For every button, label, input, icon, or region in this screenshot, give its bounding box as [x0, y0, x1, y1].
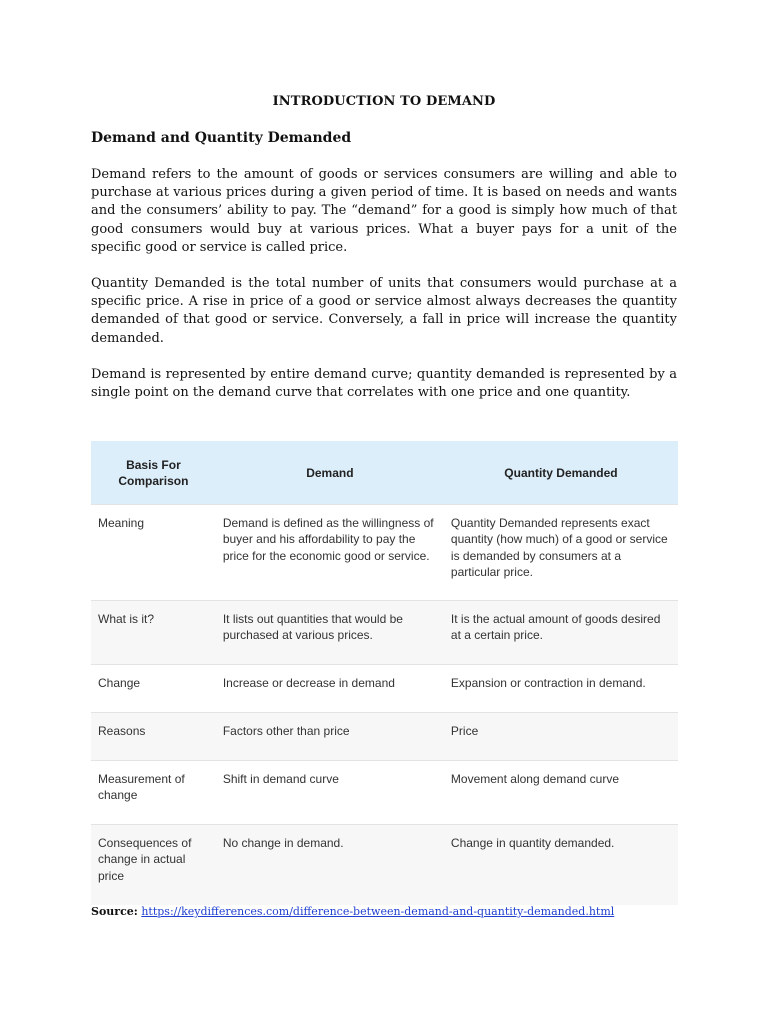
section-heading: Demand and Quantity Demanded: [91, 130, 352, 146]
paragraph-demand-definition: Demand refers to the amount of goods or services consumers are willing and able to purchase at various prices during a given period of time. It is based on needs and wants and the consumers’ ability to pay. The “demand” for a good is simply how much of that good consumers would buy at various prices. What a buyer pays for a unit of the specific good or service is called price.: [91, 167, 677, 255]
table-cell: Reasons: [91, 713, 216, 761]
table-cell: Change: [91, 665, 216, 713]
table-cell: Consequences of change in actual price: [91, 825, 216, 905]
table-cell: Price: [444, 713, 678, 761]
table-cell: No change in demand.: [216, 825, 444, 905]
table-header-row: [91, 441, 678, 505]
table-row: [91, 761, 678, 825]
paragraph-curve-representation: Demand is represented by entire demand curve; quantity demanded is represented by a single point on the demand curve that correlates with one price and one quantity.: [91, 367, 677, 401]
comparison-table: [91, 441, 678, 905]
header-demand: Demand: [216, 441, 444, 505]
table-cell: Measurement of change: [91, 761, 216, 825]
table-row: [91, 665, 678, 713]
table-row: [91, 505, 678, 601]
table-cell: Movement along demand curve: [444, 761, 678, 825]
source-link[interactable]: https://keydifferences.com/difference-between-demand-and-quantity-demanded.html: [141, 905, 615, 918]
table-cell: What is it?: [91, 601, 216, 665]
source-citation: [91, 905, 614, 918]
table-cell: Shift in demand curve: [216, 761, 444, 825]
table-row: [91, 601, 678, 665]
table-cell: Factors other than price: [216, 713, 444, 761]
table-row: [91, 825, 678, 905]
table-cell: Change in quantity demanded.: [444, 825, 678, 905]
table-cell: Meaning: [91, 505, 216, 601]
paragraph-quantity-demanded: Quantity Demanded is the total number of units that consumers would purchase at a specific price. A rise in price of a good or service almost always decreases the quantity demanded of that good or service. Conversely, a fall in price will increase the quantity demanded.: [91, 276, 677, 346]
table-cell: Expansion or contraction in demand.: [444, 665, 678, 713]
header-quantity-demanded: Quantity Demanded: [444, 441, 678, 505]
table-cell: It lists out quantities that would be purchased at various prices.: [216, 601, 444, 665]
header-basis: Basis For Comparison: [91, 441, 216, 505]
page-title: INTRODUCTION TO DEMAND: [272, 94, 496, 109]
table-cell: It is the actual amount of goods desired at a certain price.: [444, 601, 678, 665]
table-cell: Quantity Demanded represents exact quantity (how much) of a good or service is demanded by consumers at a particular price.: [444, 505, 678, 601]
table-cell: Increase or decrease in demand: [216, 665, 444, 713]
table-cell: Demand is defined as the willingness of buyer and his affordability to pay the price for the economic good or service.: [216, 505, 444, 601]
source-label: Source:: [91, 905, 138, 918]
table-row: [91, 713, 678, 761]
